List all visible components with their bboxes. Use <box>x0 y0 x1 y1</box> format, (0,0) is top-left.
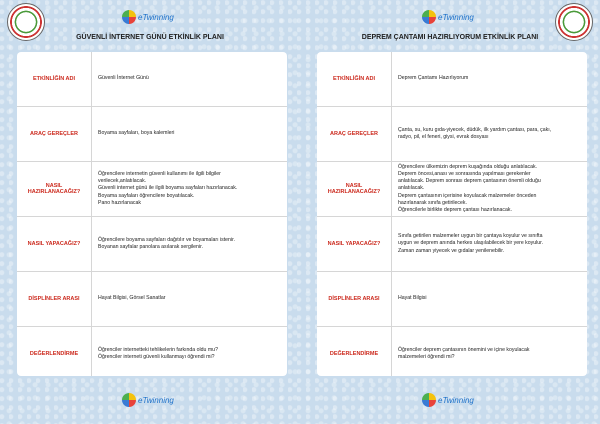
table-row <box>317 107 587 162</box>
table-row <box>17 217 287 272</box>
etwinning-logo-bottom <box>122 393 174 407</box>
etwinning-star-icon <box>422 10 436 24</box>
plan-table <box>17 52 287 376</box>
row-label: NASIL YAPACAĞIZ? <box>317 217 392 271</box>
etwinning-text: eTwinning <box>138 395 174 405</box>
row-value: Deprem Çantamı Hazırlıyorum <box>398 75 469 82</box>
etwinning-logo-bottom <box>422 393 474 407</box>
table-row <box>17 107 287 162</box>
row-value: Çanta, su, kuru gıda-yiyecek, düdük, ilk yardım çantası, para, çakı, radyo, pil, el feneri, giysi, evrak dosyası <box>398 126 552 140</box>
row-value: Öğrencilere boyama sayfaları dağıtılır ve boyamaları istenir. Boyanan sayfalar panolara asılarak sergilenir. <box>98 236 235 250</box>
row-value: Hayat Bilgisi <box>398 295 427 302</box>
row-label: DİSPLİNLER ARASI <box>317 272 392 326</box>
right-page <box>300 0 600 424</box>
row-label: NASIL HAZIRLANACAĞIZ? <box>17 162 92 216</box>
etwinning-star-icon <box>122 10 136 24</box>
row-label: ETKİNLİĞİN ADI <box>17 52 92 106</box>
etwinning-logo <box>422 10 474 24</box>
row-value: Güvenli İnternet Günü <box>98 75 149 82</box>
row-value: Öğrencilere ülkemizin deprem kuşağında olduğu anlatılacak. Deprem öncesi,anası ve sonrasında yapılması gerekenler anlatılacak. Deprem sonrası deprem çantasının önemli olduğu anlatılacak. Deprem çantasının içerisine koyulacak malzemeler önceden hazırlanarak sınıfa getirilecek. Öğrencilerle birlikte deprem çantası hazırlanacak. <box>398 164 541 213</box>
table-row <box>317 327 587 376</box>
etwinning-text: eTwinning <box>438 12 474 22</box>
table-row <box>317 162 587 217</box>
row-value: Boyama sayfaları, boya kalemleri <box>98 130 175 137</box>
row-value: Öğrencilere internetin güvenli kullanımı ile ilgili bilgiler verilecek,anlatılacak. Güvenli internet günü ile ilgili boyama sayfaları hazırlanacak. Boyama sayfaları öğrencilere boyatılacak. Pano hazırlanacak <box>98 171 238 206</box>
table-row <box>317 217 587 272</box>
page-title: GÜVENLİ İNTERNET GÜNÜ ETKİNLİK PLANI <box>76 34 224 41</box>
row-label: ARAÇ GEREÇLER <box>17 107 92 161</box>
table-row <box>17 162 287 217</box>
page-title: DEPREM ÇANTAMI HAZIRLIYORUM ETKİNLİK PLANI <box>361 34 539 41</box>
row-value: Sınıfa getirilen malzemeler uygun bir çantaya koyulur ve sınıfta uygun ve deprem anında herkes ulaşılabilecek bir yere koyulur. Zaman zaman yiyecek ve gıdalar yenilenebilir. <box>398 233 544 254</box>
etwinning-star-icon <box>122 393 136 407</box>
row-label: NASIL HAZIRLANACAĞIZ? <box>317 162 392 216</box>
row-value: Hayat Bilgisi, Görsel Sanatlar <box>98 295 166 302</box>
table-row <box>317 272 587 327</box>
plan-table <box>317 52 587 376</box>
table-row <box>17 52 287 107</box>
row-label: ETKİNLİĞİN ADI <box>317 52 392 106</box>
table-row <box>17 327 287 376</box>
etwinning-text: eTwinning <box>138 12 174 22</box>
etwinning-star-icon <box>422 393 436 407</box>
row-value: Öğrenciler deprem çantasının önemini ve içine koyulacak malzemeleri öğrendi mi? <box>398 346 530 360</box>
etwinning-logo <box>122 10 174 24</box>
row-label: DEĞERLENDİRME <box>317 327 392 376</box>
row-label: ARAÇ GEREÇLER <box>317 107 392 161</box>
etwinning-text: eTwinning <box>438 395 474 405</box>
table-row <box>17 272 287 327</box>
row-value: Öğrenciler internetteki tehlikelerin farkında oldu mu? Öğrenciler interneti güvenli kullanmayı öğrendi mi? <box>98 346 218 360</box>
row-label: DİSPLİNLER ARASI <box>17 272 92 326</box>
row-label: NASIL YAPACAĞIZ? <box>17 217 92 271</box>
row-label: DEĞERLENDİRME <box>17 327 92 376</box>
table-row <box>317 52 587 107</box>
